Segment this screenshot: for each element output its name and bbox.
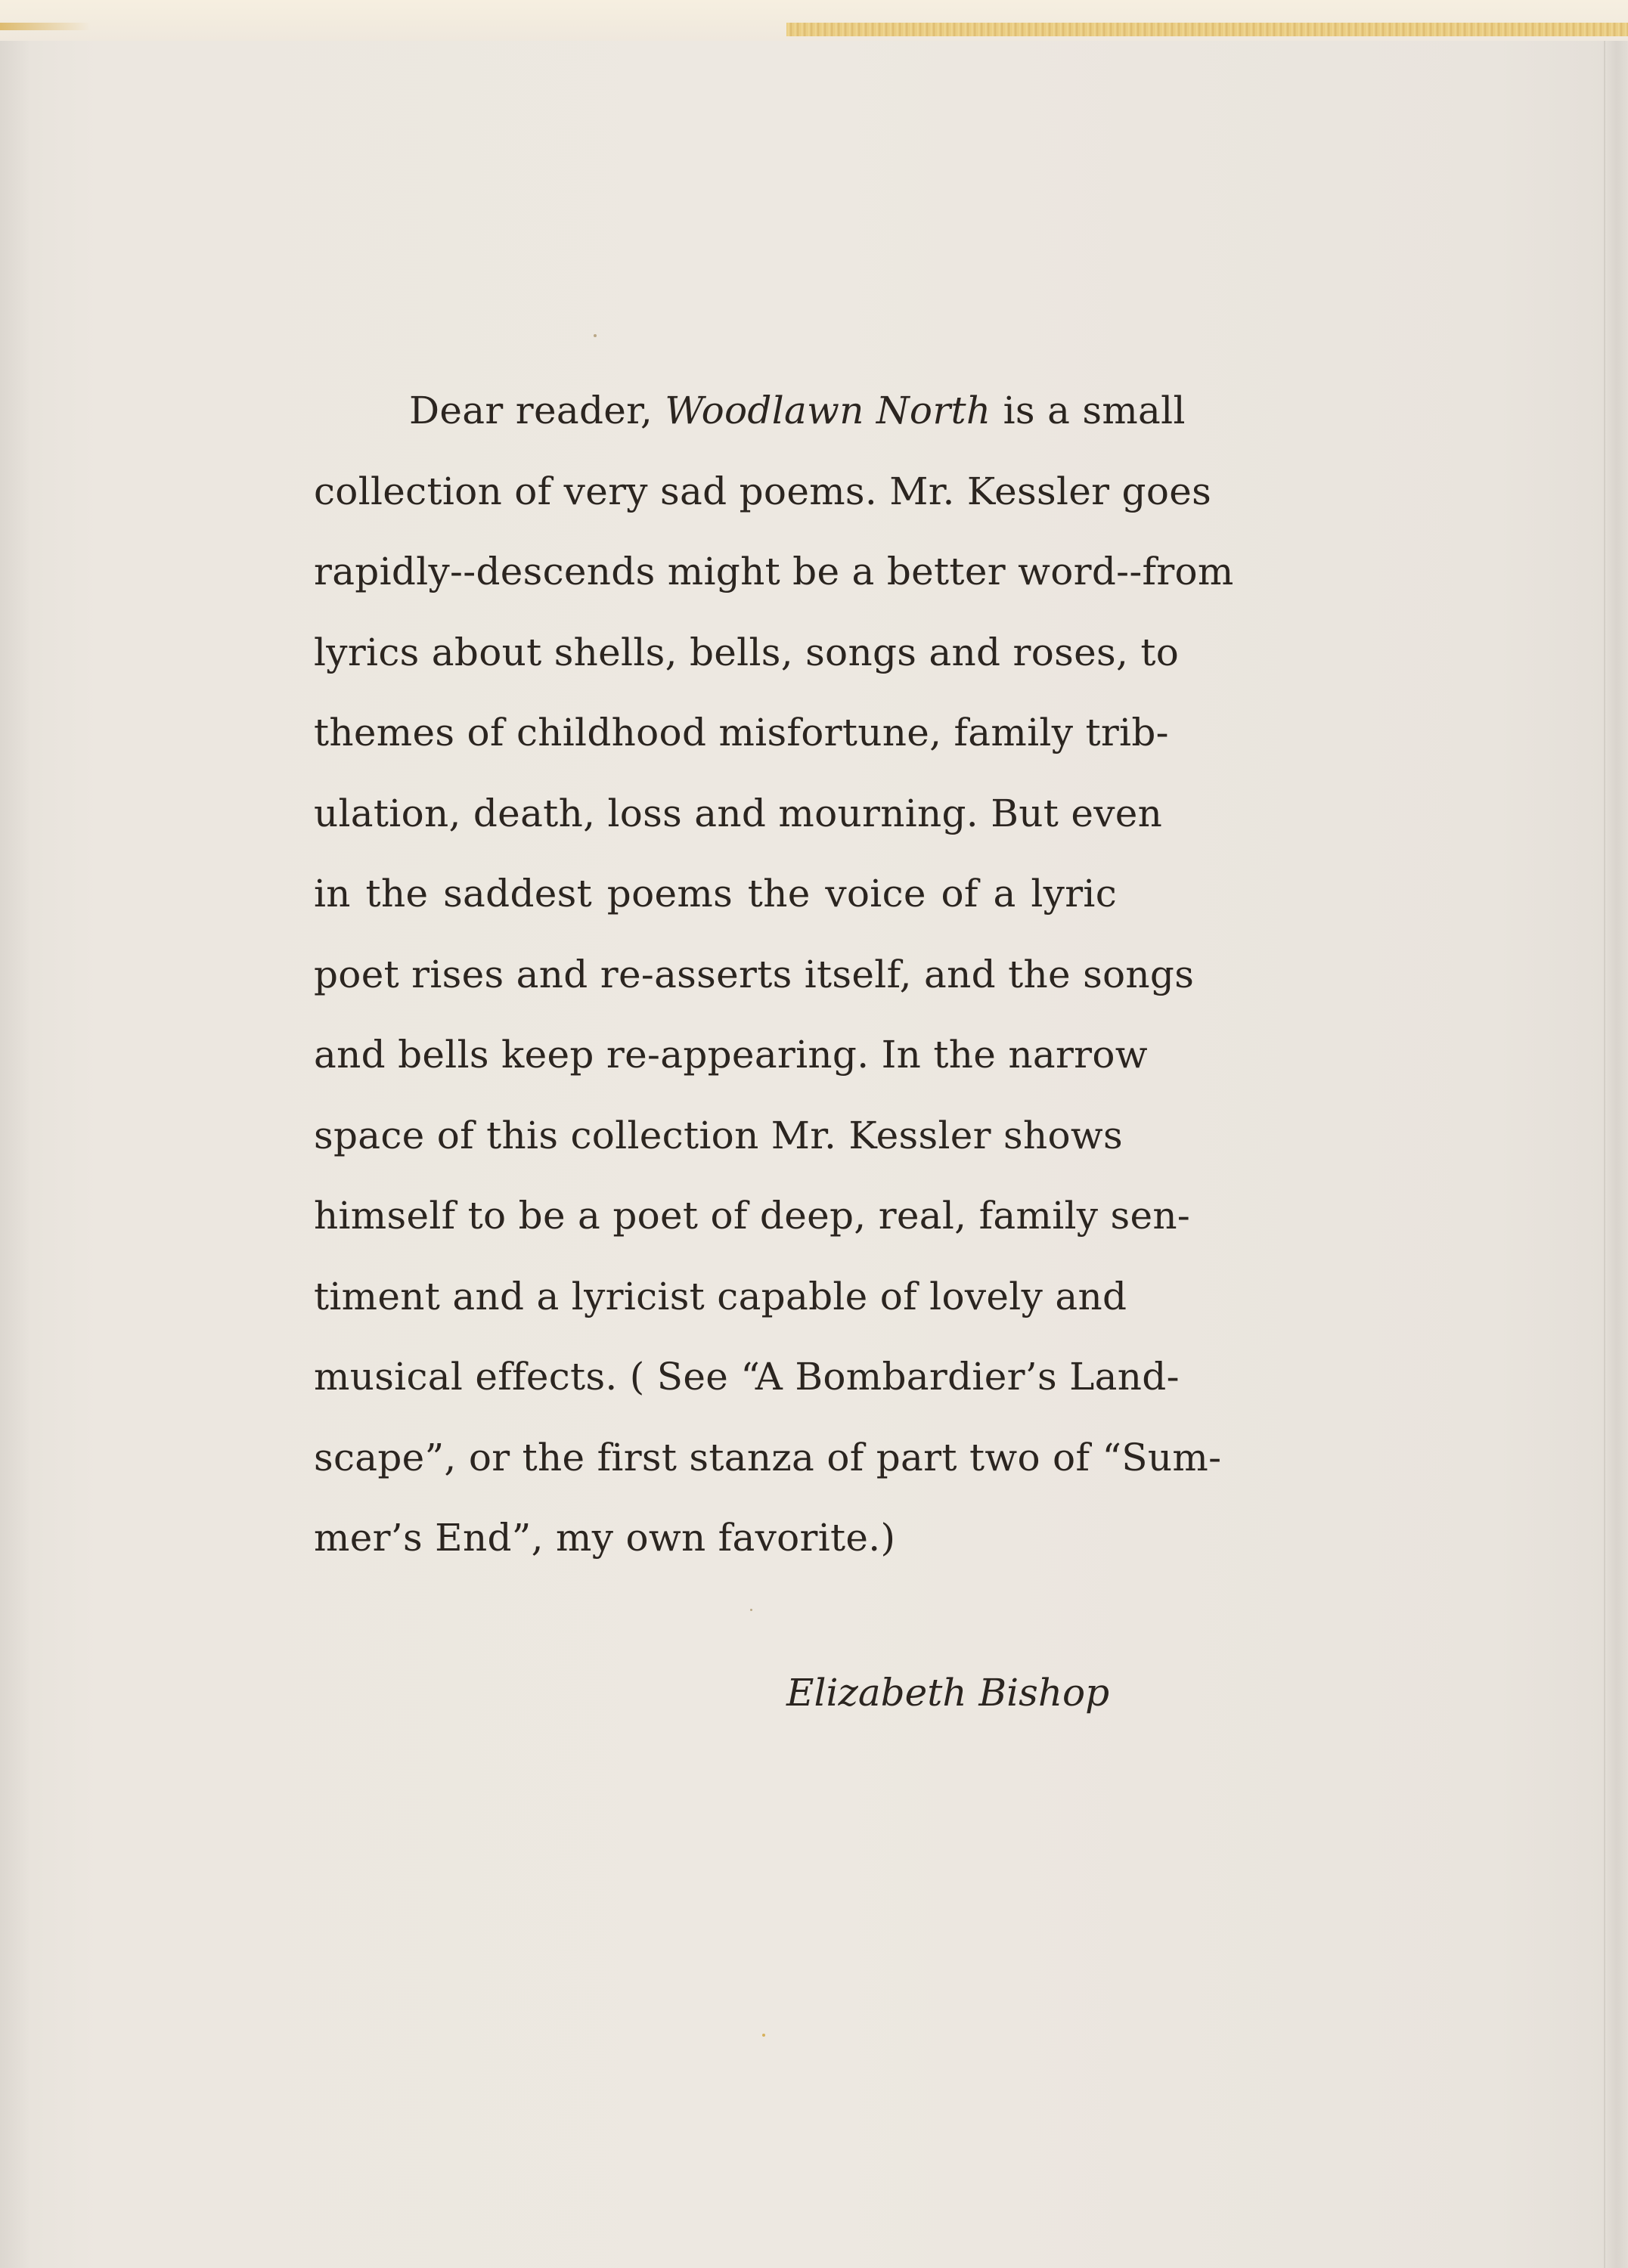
- letter-line-5: themes of childhood misfortune, family trib-: [314, 711, 1169, 754]
- letter-line-15: mer’s End”, my own favorite.): [314, 1516, 896, 1560]
- letter-line-11: himself to be a poet of deep, real, family sen-: [314, 1194, 1191, 1238]
- letter-body: [314, 370, 1234, 1579]
- letter-line-1: [314, 370, 1186, 451]
- letter-line-8: poet rises and re-asserts itself, and the songs: [314, 952, 1195, 996]
- signature: Elizabeth Bishop: [786, 1671, 1110, 1715]
- letter-line-9: and bells keep re-appearing. In the narrow: [314, 1033, 1148, 1077]
- letter-line-10: space of this collection Mr. Kessler shows: [314, 1113, 1123, 1157]
- book-title: Woodlawn North: [665, 389, 991, 432]
- paper-speck: [750, 1609, 752, 1611]
- letter-line-14: scape”, or the first stanza of part two of “Sum-: [314, 1435, 1222, 1479]
- letter-line-1-before: Dear reader,: [409, 389, 665, 432]
- paper-speck: [594, 334, 597, 337]
- letter-line-7: in the saddest poems the voice of a lyric: [314, 872, 1117, 916]
- gilt-edge: [786, 23, 1628, 36]
- gilt-edge-left: [0, 23, 91, 30]
- letter-line-4: lyrics about shells, bells, songs and roses, to: [314, 630, 1180, 674]
- page-right-edge: [1605, 41, 1628, 2268]
- letter-line-3: rapidly--descends might be a better word--from: [314, 550, 1234, 593]
- letter-line-6: ulation, death, loss and mourning. But even: [314, 791, 1163, 835]
- paper-speck: [762, 2034, 765, 2037]
- gutter-shadow: [0, 41, 30, 2268]
- letter-line-1-after: is a small: [991, 389, 1186, 432]
- letter-line-2: collection of very sad poems. Mr. Kessler goes: [314, 469, 1212, 513]
- letter-line-12: timent and a lyricist capable of lovely and: [314, 1274, 1127, 1318]
- letter-line-13: musical effects. ( See “A Bombardier’s Land-: [314, 1355, 1180, 1399]
